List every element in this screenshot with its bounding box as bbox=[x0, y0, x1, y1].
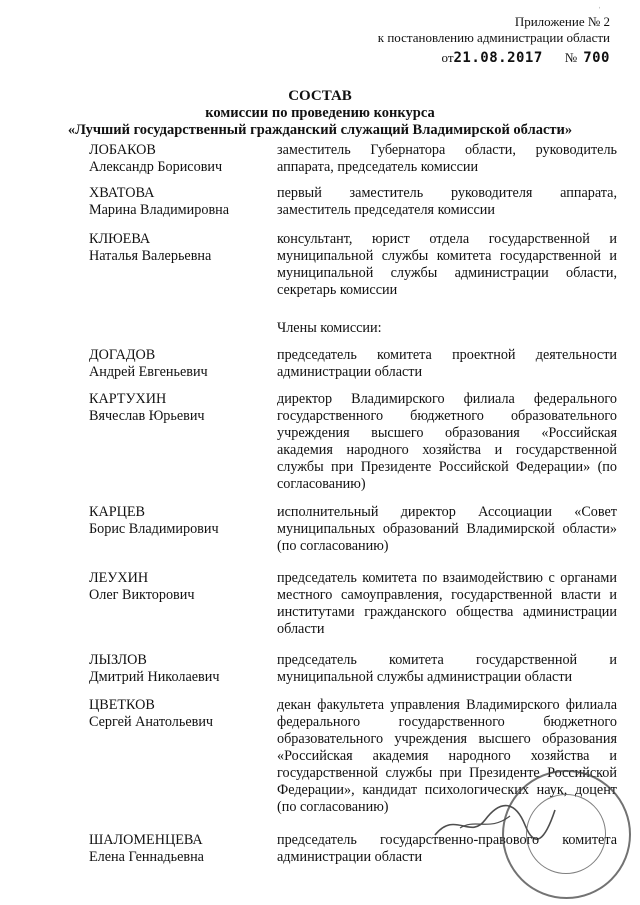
heading-subtitle: комиссии по проведению конкурса bbox=[205, 105, 435, 121]
member-given-name: Сергей Анатольевич bbox=[89, 714, 214, 730]
date-prefix: от bbox=[441, 50, 454, 65]
member-given-name: Александр Борисович bbox=[89, 159, 223, 175]
document-heading bbox=[0, 88, 640, 139]
member-row bbox=[89, 185, 617, 231]
member-surname: ЛОБАКОВ bbox=[89, 142, 156, 158]
commission-list bbox=[89, 142, 617, 872]
member-given-name: Борис Владимирович bbox=[89, 521, 219, 537]
decree-line bbox=[378, 50, 610, 66]
official-stamp bbox=[502, 770, 631, 899]
member-surname: КАРЦЕВ bbox=[89, 504, 145, 520]
member-given-name: Марина Владимировна bbox=[89, 202, 230, 218]
member-row bbox=[89, 504, 617, 570]
appendix-subtitle: к постановлению администрации области bbox=[377, 30, 610, 45]
appendix-title: Приложение № 2 bbox=[514, 14, 610, 29]
member-name bbox=[89, 652, 277, 697]
member-given-name: Олег Викторович bbox=[89, 587, 195, 603]
member-row bbox=[89, 347, 617, 391]
appendix-block bbox=[378, 14, 610, 66]
decree-date: 21.08.2017 bbox=[453, 50, 543, 66]
member-name bbox=[89, 347, 277, 391]
member-name bbox=[89, 391, 277, 504]
official-stamp-inner-ring bbox=[526, 794, 606, 874]
member-row bbox=[89, 142, 617, 185]
number-label: № bbox=[564, 50, 578, 65]
member-role: председатель государственно-правового комитета администрации области bbox=[277, 832, 617, 865]
member-role: директор Владимирского филиала федерального государственного бюджетного образовательного учреждения высшего образования «Российская академия народного хозяйства и государственной службы при Президенте Российской Федерации» (по согласованию) bbox=[277, 391, 617, 492]
member-role: консультант, юрист отдела государственной и муниципальной службы комитета государственной и муниципальной службы администрации области, секретарь комиссии bbox=[277, 231, 617, 298]
member-given-name: Дмитрий Николаевич bbox=[89, 669, 220, 685]
member-surname: ХВАТОВА bbox=[89, 185, 155, 201]
member-name bbox=[89, 231, 277, 320]
member-role: председатель комитета по взаимодействию с органами местного самоуправления, государственной власти и институтами гражданского общества администрации области bbox=[277, 570, 617, 637]
member-name bbox=[89, 570, 277, 652]
member-row bbox=[89, 570, 617, 652]
member-row bbox=[89, 652, 617, 697]
decree-number: 700 bbox=[583, 50, 610, 66]
member-name bbox=[89, 142, 277, 185]
member-surname: КЛЮЕВА bbox=[89, 231, 151, 247]
member-name bbox=[89, 185, 277, 231]
member-role: председатель комитета проектной деятельности администрации области bbox=[277, 347, 617, 380]
member-role: первый заместитель руководителя аппарата, заместитель председателя комиссии bbox=[277, 185, 617, 218]
member-given-name: Вячеслав Юрьевич bbox=[89, 408, 205, 424]
member-role: председатель комитета государственной и муниципальной службы администрации области bbox=[277, 652, 617, 685]
member-name bbox=[89, 832, 277, 872]
member-name bbox=[89, 697, 277, 832]
members-subheading: Члены комиссии: bbox=[277, 320, 382, 336]
member-surname: КАРТУХИН bbox=[89, 391, 167, 407]
member-name bbox=[89, 504, 277, 570]
corner-mark: ˈ bbox=[598, 6, 602, 17]
heading-title: СОСТАВ bbox=[288, 88, 352, 104]
member-given-name: Наталья Валерьевна bbox=[89, 248, 212, 264]
member-surname: ЦВЕТКОВ bbox=[89, 697, 155, 713]
member-role: заместитель Губернатора области, руководитель аппарата, председатель комиссии bbox=[277, 142, 617, 175]
member-surname: ЛЕУХИН bbox=[89, 570, 149, 586]
member-given-name: Елена Геннадьевна bbox=[89, 849, 204, 865]
member-role: исполнительный директор Ассоциации «Совет муниципальных образований Владимирской области» (по согласованию) bbox=[277, 504, 617, 554]
member-surname: ЛЫЗЛОВ bbox=[89, 652, 147, 668]
member-role: декан факультета управления Владимирского филиала федерального государственного бюджетного образовательного учреждения высшего образования «Российская академия народного хозяйства и государственной службы при Президенте Российской Федерации», кандидат психологических наук, доцент (по согласованию) bbox=[277, 697, 617, 815]
member-given-name: Андрей Евгеньевич bbox=[89, 364, 208, 380]
member-surname: ДОГАДОВ bbox=[89, 347, 156, 363]
member-surname: ШАЛОМЕНЦЕВА bbox=[89, 832, 203, 848]
member-row bbox=[89, 231, 617, 320]
member-row bbox=[89, 391, 617, 504]
heading-contest-name: «Лучший государственный гражданский служащий Владимирской области» bbox=[67, 122, 573, 138]
